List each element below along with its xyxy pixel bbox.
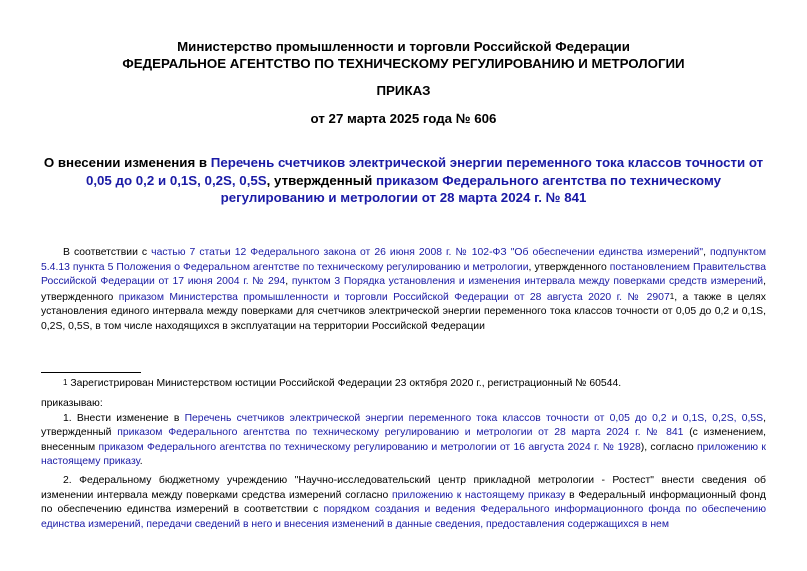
agency-name: ФЕДЕРАЛЬНОЕ АГЕНТСТВО ПО ТЕХНИЧЕСКОМУ РЕГУЛИРОВАНИЮ И МЕТРОЛОГИИ <box>122 56 685 71</box>
title-prefix: О внесении изменения в <box>43 155 211 170</box>
link-order-841[interactable]: приказом Федерального агентства по техническому регулированию и метрологии от 28 марта 2024 г. № 841 <box>117 427 684 439</box>
preamble <box>41 246 766 335</box>
link-fund-procedure[interactable]: порядком создания и ведения Федерального информационного фонда по обеспечению единства измерений, передачи сведений в него и внесения изменений в данные сведения, предоставления содержащихся в нем <box>41 504 766 530</box>
link-procedure[interactable]: пунктом 3 Порядка установления и изменения интервала между поверками средств измерений <box>291 276 764 288</box>
preamble-text: , <box>703 247 710 258</box>
item-text: 1. Внести изменение в <box>63 412 185 424</box>
item-text: в Федеральный информационный фонд по обеспечению единства измерений в соответствии с <box>41 489 766 516</box>
title-link-order[interactable]: приказом Федерального агентства по техническому регулированию и метрологии от 28 марта 2024 г. № 841 <box>220 172 722 205</box>
item-2 <box>41 474 766 532</box>
link-ministry-order[interactable]: приказом Министерства промышленности и торговли Российской Федерации от 28 августа 2020 г. № 2907 <box>118 291 670 303</box>
item-text: . <box>139 456 143 468</box>
item-text: (с изменением, внесенным <box>41 427 766 453</box>
link-government-decree[interactable]: постановлением Правительства Российской Федерации от 17 июня 2004 г. № 294 <box>41 261 766 288</box>
link-order-1928[interactable]: приказом Федерального агентства по техническому регулированию и метрологии от 16 августа 2024 г. № 1928 <box>98 441 641 453</box>
orders-section <box>41 397 766 532</box>
preamble-text: В соответствии с <box>63 247 152 258</box>
footnote-mark[interactable]: 1 <box>669 291 675 301</box>
link-federal-law[interactable]: частью 7 статьи 12 Федерального закона от 26 июня 2008 г. № 102-ФЗ "Об обеспечении единства измерений" <box>151 247 704 258</box>
date-number: от 27 марта 2025 года № 606 <box>310 111 497 126</box>
link-appendix[interactable]: приложению к настоящему приказу <box>41 441 766 468</box>
footnote-text: Зарегистрирован Министерством юстиции Российской Федерации 23 октября 2020 г., регистрационный № 60544. <box>67 378 622 389</box>
link-subclause[interactable]: подпунктом 5.4.13 пункта 5 Положения о Федеральном агентстве по техническому регулированию и метрологии <box>41 247 766 273</box>
item-1 <box>41 412 766 470</box>
link-meter-list[interactable]: Перечень счетчиков электрической энергии переменного тока классов точности от 0,05 до 0,2 и 0,1S, 0,2S, 0,5S <box>184 412 764 424</box>
footnote-number: 1 <box>63 378 68 387</box>
footnote <box>41 376 766 392</box>
title-mid: , утвержденный <box>266 172 377 188</box>
orders-word: приказываю: <box>41 398 103 409</box>
item-text: , утвержденный <box>41 412 766 439</box>
preamble-text: , утвержденного <box>41 276 766 303</box>
item-text: ), согласно <box>640 441 697 453</box>
preamble-text: , утвержденного <box>528 261 610 273</box>
footnote-divider <box>41 372 141 373</box>
document-title <box>0 154 807 207</box>
title-link-list[interactable]: Перечень счетчиков электрической энергии переменного тока классов точности от 0,05 до 0,2 и 0,1S, 0,2S, 0,5S <box>85 155 764 188</box>
item-text: 2. Федеральному бюджетному учреждению "Научно-исследовательский центр прикладной метрологии - Ростест" внести сведения об изменении интервала между поверками средства измерений согласно <box>41 474 766 501</box>
doc-type: ПРИКАЗ <box>376 83 431 98</box>
preamble-text: , <box>285 276 292 288</box>
ministry-name: Министерство промышленности и торговли Российской Федерации <box>177 39 630 54</box>
preamble-text: , а также в целях установления единого интервала между поверками для счетчиков электрической энергии переменного тока классов точности от 0,05 до 0,2 и 0,1S, 0,2S, 0,5S, в том числе находящихся в эксплуатации на территории Российской Федерации <box>41 291 766 332</box>
link-appendix-2[interactable]: приложению к настоящему приказу <box>391 489 566 501</box>
